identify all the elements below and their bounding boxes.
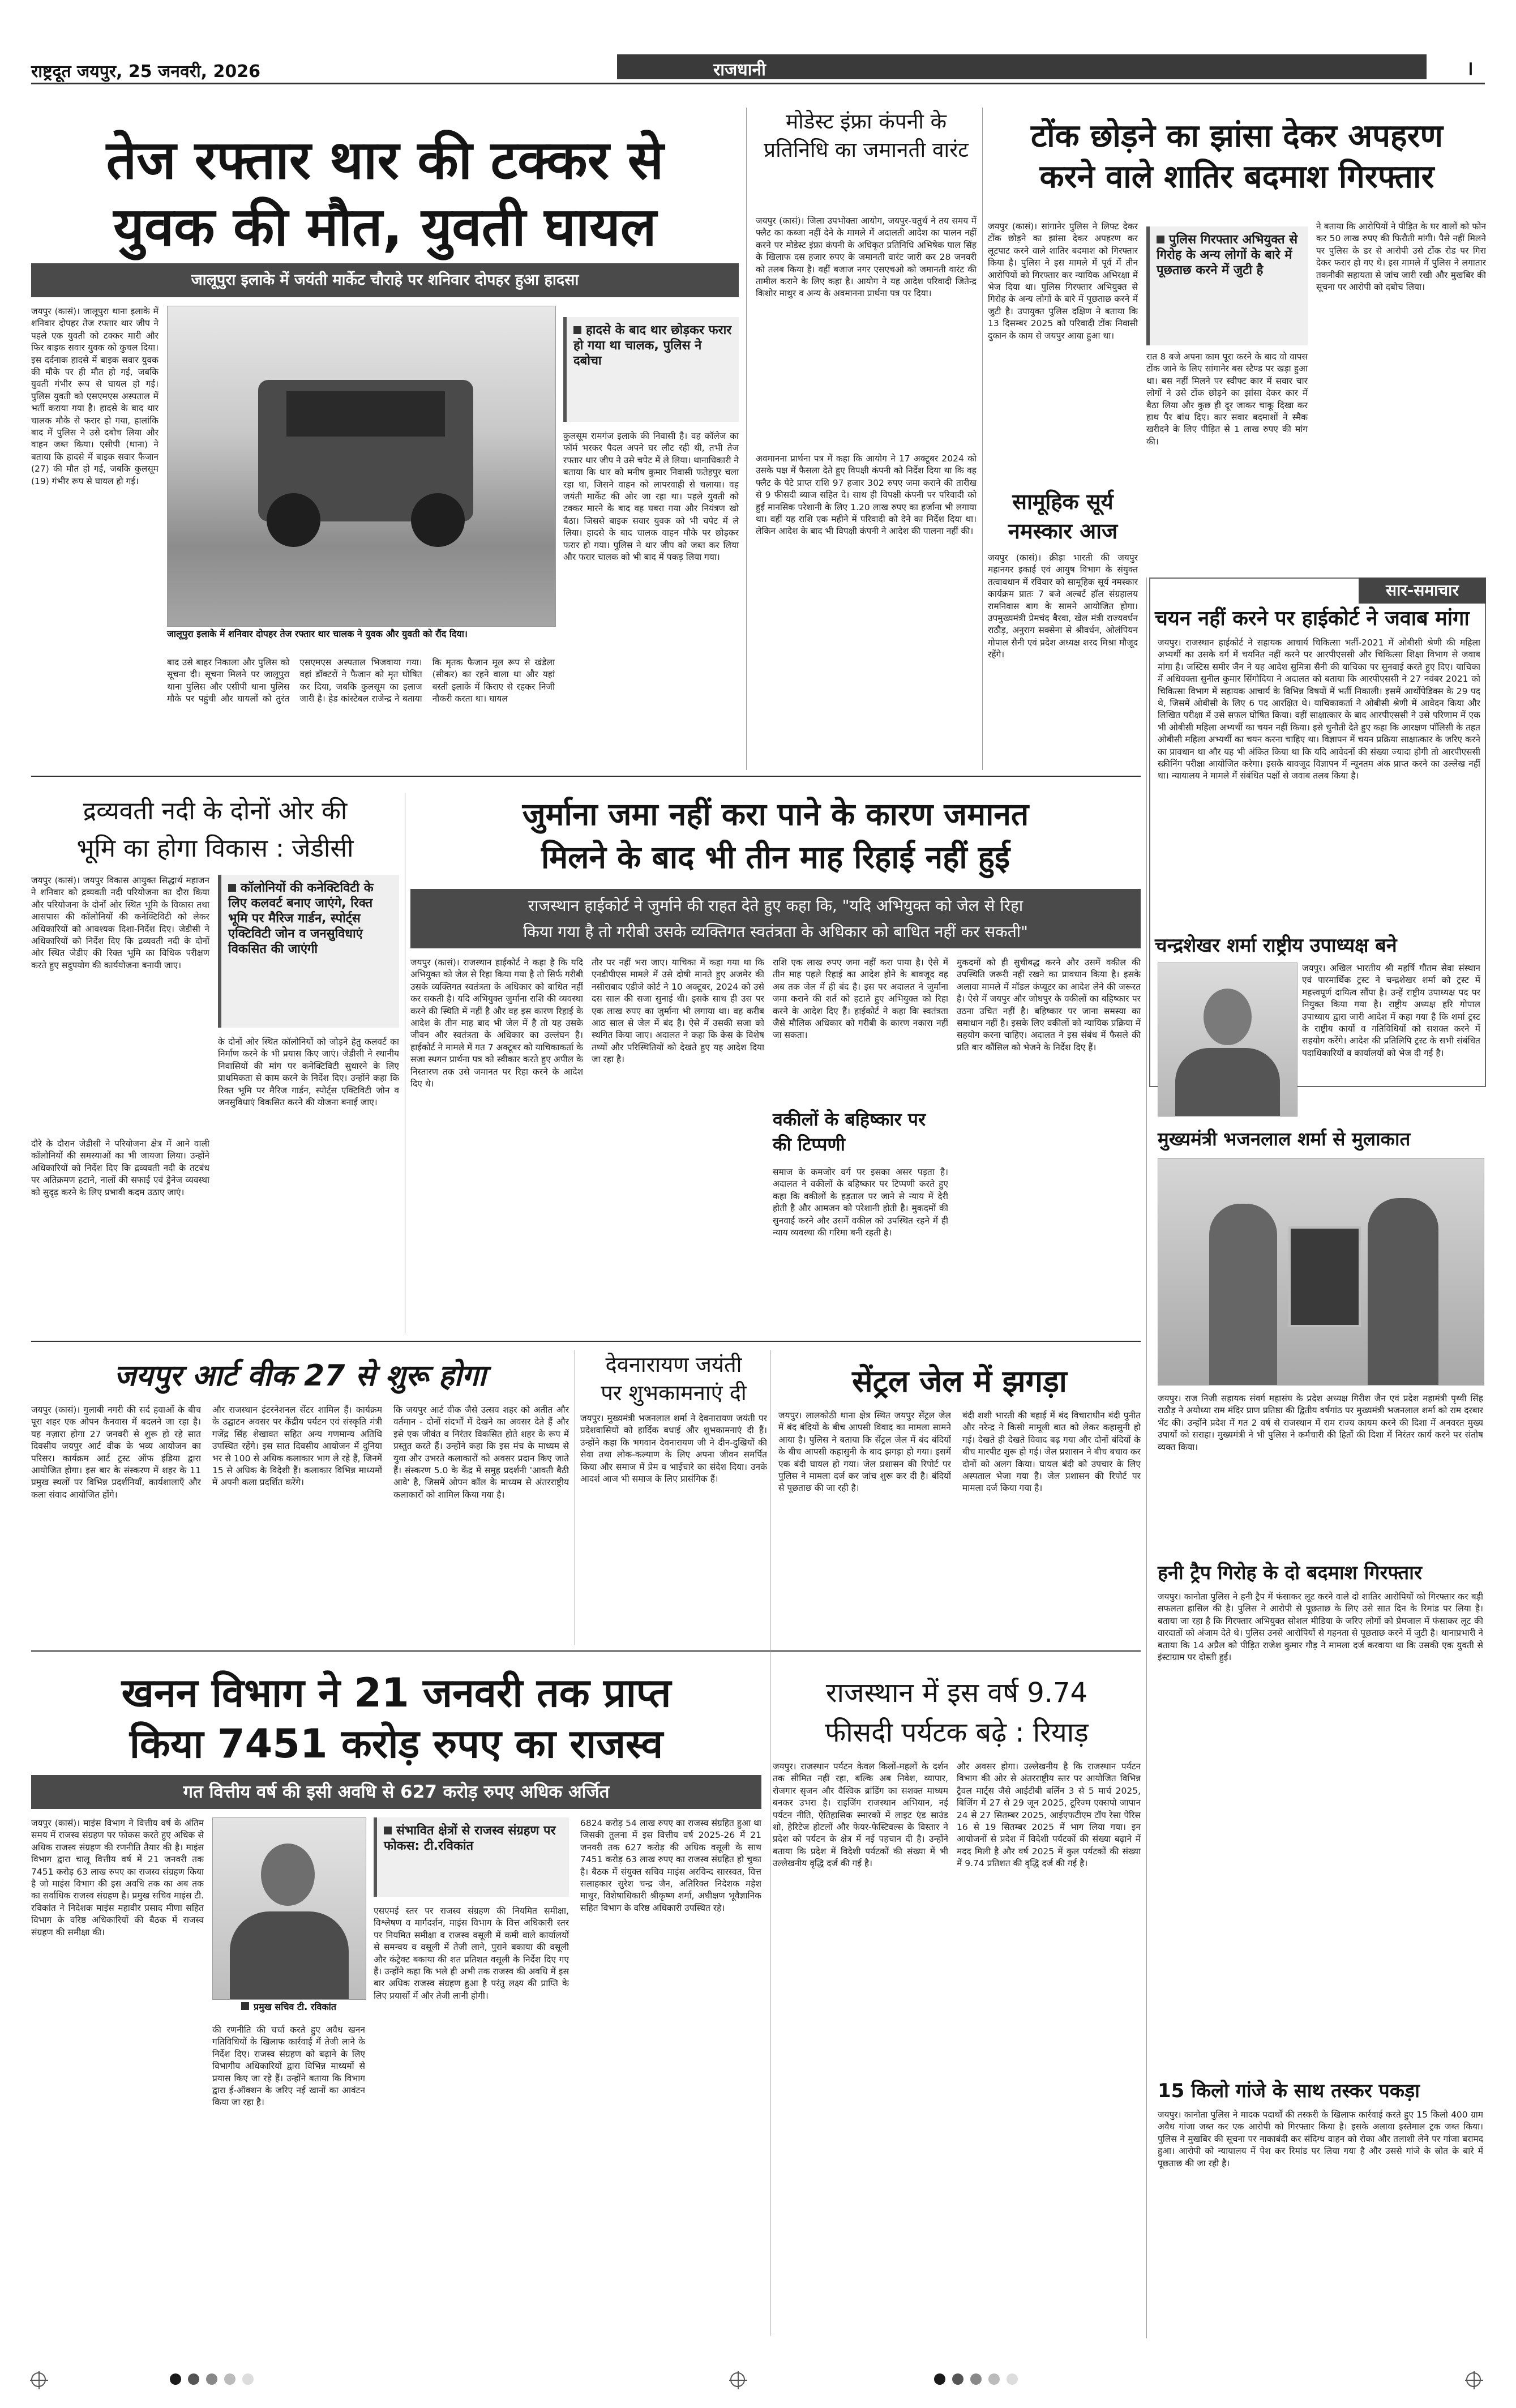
color-dot [170, 2373, 181, 2385]
jaipurart-body-col3: कि जयपुर आर्ट वीक जैसे उत्सव शहर को अतीत और वर्तमान - दोनों संदर्भों में देखने का अवसर देते हैं और इसे एक जीवंत व निरंतर विकसित होते शहर के रूप में प्रस्तुत करते हैं। उन्होंने कहा कि इस मंच के माध्यम से युवा और उभरते कलाकारों को अवसर प्रदान किए जाते हैं। संस्करण 5.0 के केंद्र में समुह प्रदर्शनी 'आवती बैठी आवे' है, जिसमें ओपन कॉल के माध्यम से अंतरराष्ट्रीय कलाकारों को शामिल किया गया है। [393, 1405, 569, 1500]
bullet-square-icon [384, 1827, 392, 1834]
jaipurart-body-col1: जयपुर (कासं)। गुलाबी नगरी की सर्द हवाओं के बीच पूरा शहर एक ओपन कैनवास में बदलने जा रहा है। यह नज़ारा होगा 27 जनवरी से शुरू हो रहे सात दिवसीय जयपुर आर्ट वीक के भव्य आयोजन का परिसर। कार्यक्रम आर्ट ट्रस्ट ऑफ इंडिया द्वारा आयोजित होगा। इस बार के संस्करण में शहर के 11 प्रमुख स्थलों पर विभिन्न प्रदर्शनियाँ, कार्यशालाएँ और कला संवाद आयोजित होंगे। [31, 1405, 201, 1500]
header-date: राष्ट्रदूत जयपुर, 25 जनवरी, 2026 [31, 62, 261, 82]
jaipurart-body-col2: और राजस्थान इंटरनेशनल सेंटर शामिल हैं। कार्यक्रम के उद्घाटन अवसर पर केंद्रीय पर्यटन एवं संस्कृति मंत्री गजेंद्र सिंह शेखावत सहित अन्य गणमान्य अतिथि उपस्थित रहेंगे। इस सात दिवसीय आयोजन में दुनिया भर से 100 से अधिक कलाकार भाग ले रहे हैं, जिनमें 15 से अधिक के विदेशी हैं। कलाकार विभिन्न माध्यमों में अपनी कला प्रदर्शित करेंगे। [212, 1405, 382, 1488]
registration-mark-icon [1466, 2372, 1481, 2387]
surya-headline-line1: सामूहिक सूर्य [1012, 489, 1114, 514]
color-dot [970, 2373, 982, 2385]
jeep-windshield [286, 391, 445, 437]
tonk-body-col3: ने बताया कि आरोपियों ने पीड़ित के घर वालों को फोन कर 50 लाख रुपए की फिरौती मांगी। पैसे नहीं मिलने पर पुलिस के डर से आरोपी उसे टोंक रोड पर गिरा देकर फरार हो गए थे। इस मामले में पुलिस ने लगातार तकनीकी सहायता से जांच जारी रखी और मुखबिर की सूचना पर आरोपी को दबोच लिया। [1316, 221, 1486, 293]
saar-body: जयपुर। राजस्थान हाईकोर्ट ने सहायक आचार्य चिकित्सा भर्ती-2021 में ओबीसी श्रेणी की महिला अभ्यर्थी का उसके वर्ग में चयनित नहीं करने पर आरपीएससी और चिकित्सा शिक्षा विभाग से जवाब मांगा है। जस्टिस समीर जैन ने यह आदेश सुमित्रा सैनी की याचिका पर सुनवाई करते हुए दिए। याचिका में अधिवक्ता सुनील कुमार सिंगोदिया ने अदालत को बताया कि आरपीएससी ने 27 नवंबर 2021 को चिकित्सा विभाग में सहायक आचार्य के विभिन्न विषयों में भर्ती निकाली। इसमें आर्थोपेडिक्स के 29 पद थे, जिसमें ओबीसी के लिए 6 पद आरक्षित थे। याचिकाकर्ता ने ओबीसी श्रेणी में आवेदन किया और लिखित परीक्षा में उसे सफल घोषित किया। वहीं साक्षात्कार के बाद आरपीएससी ने उसे परिणाम में एक भी ओबीसी महिला अभ्यर्थी का चयन नहीं किया। इसे चुनौती देते हुए कहा कि आरक्षण पॉलिसी के तहत ओबीसी महिला अभ्यर्थी का चयन करना चाहिए था। विज्ञापन में चयन प्रक्रिया साक्षात्कार के जरिए करने का प्रावधान था और यह भी अंकित किया था कि यदि आवेदनों की संख्या ज्यादा होगी तो आरपीएससी स्क्रीनिंग परीक्षा आयोजित करेगा। इसके बावजूद विज्ञापन में न्यूनतम अंक प्राप्त करने का उल्लेख नहीं था। न्यायालय ने मामले में संबंधित पक्षों से जवाब तलब किया है। [1158, 638, 1480, 781]
jurmana-headline-line1: जुर्माना जमा नहीं करा पाने के कारण जमानत [522, 796, 1029, 832]
saar-headline: चयन नहीं करने पर हाईकोर्ट ने जवाब मांगा [1155, 607, 1470, 630]
jurmana-body-col4: समाज के कमजोर वर्ग पर इसका असर पड़ता है। अदालत ने वकीलों के बहिष्कार पर टिप्पणी करते हुए कहा कि वकीलों के हड़ताल पर जाने से न्याय में देरी होती है और आमजन को परेशानी होती है। मुकदमों की सुनवाई करने और उसमें वकील को उपस्थित रहने में ही न्याय व्यवस्था की गरिमा बनी रहती है। [773, 1167, 948, 1238]
tonk-headline-line2: करने वाले शातिर बदमाश गिरफ्तार [1039, 159, 1434, 195]
dravyavati-body-col2: दौरे के दौरान जेडीसी ने परियोजना क्षेत्र में आने वाली कॉलोनियों की समस्याओं का भी जायजा लिया। उन्होंने अधिकारियों को निर्देश दिए कि द्रव्यवती नदी के तटबंध पर अतिक्रमण हटाने, नालों की सफाई एवं ड्रेनेज व्यवस्था को सुदृढ़ करने के लिए प्रभावी कदम उठाए जाएं। [31, 1139, 209, 1197]
tonk-headline [988, 116, 1486, 198]
dravyavati-headline-line2: भूमि का होगा विकास : जेडीसी [76, 834, 354, 863]
registration-mark-icon [730, 2372, 745, 2387]
divider-top-band [31, 776, 1141, 777]
portrait-head [1204, 989, 1252, 1045]
khanan-body-col4: 6824 करोड़ 54 लाख रुपए का राजस्व संग्रहित हुआ था जिसकी तुलना में इस वित्तीय वर्ष 2025-26 में 21 जनवरी तक 627 करोड़ की अधिक वसूली के साथ 7451 करोड़ 63 लाख रुपए का राजस्व संग्रहित हो चुका है। बैठक में संयुक्त सचिव माइंस अरविन्द सारस्वत, वित्त सलाहकार सुरेश चन्द्र जैन, अतिरिक्त निदेशक महेश माथुर, विशेषाधिकारी श्रीकृष्ण शर्मा, अधीक्षण भूवैज्ञानिक सहित विभाग के वरिष्ठ अधिकारी उपस्थित रहे। [580, 1818, 761, 1913]
tonk-body-col2: रात 8 बजे अपना काम पूरा करने के बाद वो वापस टोंक जाने के लिए सांगानेर बस स्टैण्ड पर खड़ा हुआ था। बस नहीं मिलने पर स्वीफ्ट कार में सवार चार लोगों ने उसे टोंक छोड़ने का झांसा देकर कार में बैठा लिया और कुछ ही दूर जाकर चाकू दिखा कर हाथ पैर बांध दिए। कार सवार बदमाशों ने स्मैक खरीदने के लिए पीड़ित से 1 लाख रुपए की मांग की। [1146, 352, 1308, 447]
cm-photo [1158, 1158, 1484, 1385]
modest-body-col1: जयपुर (कासं)। जिला उपभोक्ता आयोग, जयपुर-चतुर्थ ने तय समय में फ्लैट का कब्जा नहीं देने के मामले में अदालती आदेश का पालन नहीं करने पर मोडेस्ट इंफ्रा कंपनी के अधिकृत प्रतिनिधि अभिषेक पाल सिंह के खिलाफ दस हजार रुपए के जमानती वारंट जारी कर 28 जनवरी को तलब किया है। वहीं बजाज नगर एसएचओ को जमानती वारंट की तामील कराने के लिए कहा है। आयोग ने यह आदेश परिवादी जितेन्द्र किशोर माथुर व अन्य के अवमानना प्रार्थना पत्र पर दिया। [756, 216, 977, 299]
thar-photo-caption: जालूपुरा इलाके में शनिवार दोपहर तेज रफ्तार थार चालक ने युवक और युवती को रौंद दिया। [167, 628, 468, 639]
khanan-body-col2: की रणनीति की चर्चा करते हुए अवैध खनन गतिविधियों के खिलाफ कार्रवाई में तेजी लाने के निर्देश दिए। राजस्व संग्रहण को बढ़ाने के लिए विभागीय अधिकारियों द्वारा विभिन्न माध्यमों से प्रयास किए जा रहे हैं। उन्होंने बताया कि विभाग द्वारा ई-ऑक्शन के जरिए नई खानों का आवंटन किया जा रहा है। [212, 2025, 365, 2108]
bullet-square-icon [573, 326, 581, 334]
devnarayan-headline [580, 1350, 767, 1407]
ganja-body: जयपुर। कानोता पुलिस ने मादक पदार्थों की तस्करी के खिलाफ कार्रवाई करते हुए 15 किलो 400 ग्राम अवैध गांजा जब्त कर एक आरोपी को गिरफ्तार किया है। इसके अलावा इस्तेमाल ट्रक जब्त किया। पुलिस ने मुखबिर की सूचना पर नाकाबंदी कर संदिग्ध वाहन को रोका और तलाशी लेने पर गांजा बरामद हुआ। आरोपी को न्यायालय में पेश कर रिमांड पर लिया गया है और उससे गांजे के स्रोत के बारे में पूछताछ की जा रही है। [1158, 2110, 1483, 2169]
devnarayan-headline-line2: पर शुभकामनाएं दी [601, 1380, 747, 1405]
cm-body: जयपुर। राज निजी सहायक संवर्ग महासंघ के प्रदेश अध्यक्ष गिरीश जैन एवं प्रदेश महामंत्री पृथ्वी सिंह राठौड़ ने अयोध्या राम मंदिर प्राण प्रतिष्ठा की द्वितीय वर्षगांठ पर मुख्यमंत्री भजनलाल शर्मा को राम दरबार भेंट की। उन्होंने प्रदेश में गत 2 वर्ष से राजस्थान में राम राज्य कायम करने की दिशा में अनवरत मुख्य उपायों को सराहा। मुख्यमंत्री ने भी पुलिस ने कर्मचारी की हितों की दिशा में निरंतर कार्य करने पर संतोष व्यक्त किया। [1158, 1393, 1483, 1452]
thar-side-text: हादसे के बाद थार छोड़कर फरार हो गया था चालक, पुलिस ने दबोचा [573, 323, 732, 368]
dravyavati-body-col3: के दोनों ओर स्थित कॉलोनियों को जोड़ने हेतु कलवर्ट का निर्माण करने के भी प्रयास किए जाएं। जेडीसी ने स्थानीय निवासियों की मांग पर कनेक्टिविटी सुधारने के लिए प्राथमिकता से काम करने के निर्देश दिए। उन्होंने कहा कि रिक्त भूमि पर मैरिज गार्डन, स्पोर्ट्स एक्टिविटी जोन व जनसुविधाएं विकसित करने की योजना बनाई जाए। [218, 1037, 399, 1108]
khanan-headline-line1: खनन विभाग ने 21 जनवरी तक प्राप्त [121, 1670, 671, 1716]
chandrashekhar-body: जयपुर। अखिल भारतीय श्री महर्षि गौतम सेवा संस्थान एवं पारमार्थिक ट्रस्ट ने चन्द्रशेखर शर्मा को ट्रस्ट में महत्त्वपूर्ण दायित्व सौंपा है। उन्हें राष्ट्रीय उपाध्यक्ष पद पर नियुक्त किया गया है। राष्ट्रीय अध्यक्ष हरि गोपाल उपाध्याय द्वारा जारी आदेश में कहा गया है कि शर्मा ट्रस्ट के राष्ट्रीय कार्यों व गतिविधियों को सशक्त करने में सहयोग करेंगे। आदेश की प्रतिलिपि ट्रस्ट के सभी संबंधित पदाधिकारियों व कार्यालयों को भेज दी गई है। [1302, 963, 1480, 1058]
surya-headline [988, 487, 1138, 546]
divider-middle-band [31, 1341, 1141, 1342]
khanan-body-col3: एसएमई स्तर पर राजस्व संग्रहण की नियमित समीक्षा, विश्लेषण व मार्गदर्शन, माइंस विभाग के वित्त अधिकारी स्तर पर नियमित समीक्षा व राजस्व वसूली में कमी वाले कार्यालयों से समन्वय व वसूली में तेजी लाने, पुराने बकाया की वसूली और कंट्रेक्ट बकाया की शत प्रतिशत वसूली के निर्देश दिए गए हैं। उन्होंने कहा कि भले ही अभी तक राजस्व की अवधि में इस बार अधिक राजस्व संग्रहण हुआ है परंतु लक्ष्य की प्राप्ति के लिए प्रयासों में और तेजी लानी होगी। [374, 1906, 569, 2001]
color-dot [1007, 2373, 1018, 2385]
dravyavati-side-note [218, 875, 399, 1028]
thar-headline-line2: युवक की मौत, युवती घायल [113, 196, 657, 258]
dravyavati-side-text: कॉलोनियों की कनेक्टिविटी के लिए कलवर्ट बनाए जाएंगे, रिक्त भूमि पर मैरिज गार्डन, स्पोर्ट्स एक्टिविटी जोन व जनसुविधाएं विकसित की जाएंगी [228, 881, 374, 956]
portrait-head [261, 1844, 315, 1906]
thar-body-col1: जयपुर (कासं)। जालूपुरा थाना इलाके में शनिवार दोपहर तेज रफ्तार थार जीप ने पहले एक युवती को टक्कर मारी और फिर बाइक सवार युवक को कुचल दिया। इस दर्दनाक हादसे में बाइक सवार युवक की मौके पर ही मौत हो गई, जबकि युवती गंभीर रूप से घायल हो गई। पुलिस युवती को एसएमएस अस्पताल में भर्ती कराया गया है। हादसे के बाद थार चालक मौके से फरार हो गया, हालांकि बाद में पुलिस ने उसे दबोच लिया और वाहन जब्त किया। एसीपी (थाना) ने बताया कि हादसे में बाइक सवार फैजान (27) की मौत हो गई, जबकि कुलसूम (19) गंभीर रूप से घायल हो गई। [31, 306, 159, 486]
dravyavati-body-col1: जयपुर (कासं)। जयपुर विकास आयुक्त सिद्धार्थ महाजन ने शनिवार को द्रव्यवती नदी परियोजना का दौरा किया और परियोजना के दोनों ओर स्थित भूमि के विकास तथा आसपास की कॉलोनियों की कनेक्टिविटी को लेकर अधिकारियों को आवश्यक दिशा-निर्देश दिए। जेडीसी ने अधिकारियों को निर्देश दिए कि द्रव्यवती नदी के दोनों ओर स्थित जेडीए की रिक्त भूमि का विधिक परीक्षण करते हुए सदुपयोग की कार्ययोजना बनायी जाए। [31, 875, 209, 970]
tonk-side-text: पुलिस गिरफ्तार अभियुक्त से गिरोह के अन्य लोगों के बारे में पूछताछ करने में जुटी है [1157, 233, 1298, 277]
tourism-headline [773, 1673, 1141, 1752]
bullet-square-icon [241, 2002, 249, 2010]
jail-headline: सेंट्रल जेल में झगड़ा [852, 1363, 1067, 1399]
jurmana-body-col2: तौर पर नहीं भरा जाए। याचिका में कहा गया था कि एनडीपीएस मामले में उसे दोषी मानते हुए अजमेर की नसीराबाद एडीजे कोर्ट ने 10 अक्टूबर, 2024 को उसे दस साल की सजा सुनाई थी। इसके साथ ही उस पर एक लाख रुपए का जुर्माना भी लगाया था। वह करीब आठ साल से जेल में बंद है। ऐसे में उसकी सजा को स्थगित किया जाए। अदालत ने कहा कि केस के विशेष तथ्यों और परिस्थितियों को देखते हुए यह आदेश दिया जा रहा है। [592, 957, 764, 1065]
khanan-subhead: गत वित्तीय वर्ष की इसी अवधि से 627 करोड़ रुपए अधिक अर्जित [31, 1775, 761, 1809]
header-section-name: राजधानी [713, 60, 766, 80]
thar-body-col4: कुलसूम रामगंज इलाके की निवासी है। वह कॉलेज का फॉर्म भरकर पैदल अपने घर लौट रही थी, तभी तेज रफ्तार थार जीप ने उसे चपेट में ले लिया। थानाधिकारी ने बताया कि थार को मनीष कुमार निवासी फतेहपुर चला रहा था, जिसने वाहन को लापरवाही से चलाया। वह जयंती मार्केट की ओर जा रहा था। पहले युवती को टक्कर मारने के बाद वह घबरा गया और नियंत्रण खो बैठा। जिससे बाइक सवार युवक को भी चपेट में ले लिया। हादसे के बाद चालक वाहन मौके पर छोड़कर फरार हो गया। पुलिस ने थार जीप को जब्त कर लिया और फरार चालक को भी बाद में पकड़ लिया गया। [563, 431, 739, 563]
footer [0, 2350, 1516, 2408]
column-separator [1146, 578, 1147, 2338]
cm-headline: मुख्यमंत्री भजनलाल शर्मा से मुलाकात [1158, 1128, 1411, 1150]
thar-body-col2: बाद उसे बाहर निकाला और पुलिस को सूचना दी। सूचना मिलने पर जालूपुरा थाना पुलिस और एसीपी थाना पुलिस मौके पर पहुंची और घायलों को तुरंत एसएमएस अस्पताल भिजवाया गया। वहां डॉक्टरों ने फैजान को मृत घोषित कर दिया, जबकि कुलसूम का इलाज जारी है। हेड कांस्टेबल राजेन्द्र ने बताया कि मृतक फैजान मूल रूप से खंडेला (सीकर) का रहने वाला था और यहां बस्ती इलाके में किराए से रहकर निजी नौकरी करता था। घायल [167, 657, 555, 704]
honey-headline: हनी ट्रैप गिरोह के दो बदमाश गिरफ्तार [1158, 1562, 1422, 1584]
khanan-caption-text: प्रमुख सचिव टी. रविकांत [254, 2001, 336, 2012]
column-separator [746, 108, 747, 770]
jeep-wheel-left [267, 493, 320, 547]
thar-headline [31, 127, 739, 261]
bullet-square-icon [1157, 236, 1164, 243]
khanan-side-text: संभावित क्षेत्रों से राजस्व संग्रहण पर फोकस: टी.रविकांत [384, 1824, 556, 1853]
jaipurart-headline: जयपुर आर्ट वीक 27 से शुरू होगा [114, 1359, 486, 1393]
portrait-shoulders [1175, 1048, 1280, 1116]
color-dot [224, 2373, 235, 2385]
tonk-headline-line1: टोंक छोड़ने का झांसा देकर अपहरण [1030, 118, 1444, 155]
tourism-body-col2: और अवसर होगा। उल्लेखनीय है कि राजस्थान पर्यटन विभाग की ओर से अंतरराष्ट्रीय स्तर पर आयोजित विभिन्न ट्रैवल मार्ट्स जैसे आईटीबी बर्लिन 3 से 5 मार्च 2025, बिजिंग में 27 से 29 जून 2025, टूरिज्म एक्सपो जापान 24 से 27 सितम्बर 2025, आईएफटीएम टॉप रेसा पेरिस 16 से 19 सितम्बर 2025 में भाग लिया गया। इन आयोजनों से प्रदेश में विदेशी पर्यटकों की संख्या बढ़ाने में मदद मिली है और वर्ष 2025 में कुल पर्यटकों की संख्या में 9.74 प्रतिशत की वृद्धि दर्ज की गई है। [957, 1761, 1141, 1869]
person-right [1368, 1198, 1438, 1385]
jurmana-headline [410, 793, 1141, 879]
jeep-wheel-right [411, 493, 465, 547]
tourism-body-col1: जयपुर। राजस्थान पर्यटन केवल किलों-महलों के दर्शन तक सीमित नहीं रहा, बल्कि अब निवेश, व्यापार, रोजगार सृजन और वैश्विक ब्रांडिंग का सशक्त माध्यम बनकर उभरा है। राइजिंग राजस्थान अभियान, नई पर्यटन नीति, ऐतिहासिक स्मारकों में लाइट एंड साउंड शो, हेरिटेज होटलों और फेयर-फेस्टिवल्स के विस्तार ने प्रदेश को पर्यटन के क्षेत्र में नई पहचान दी है। उन्होंने बताया कि प्रदेश में विदेशी पर्यटकों की संख्या में भी उल्लेखनीय वृद्धि दर्ज की गई है। [773, 1761, 948, 1869]
devnarayan-body: जयपुर। मुख्यमंत्री भजनलाल शर्मा ने देवनारायण जयंती पर प्रदेशवासियों को हार्दिक बधाई और शुभकामनाएं दी हैं। उन्होंने कहा कि भगवान देवनारायण जी ने दीन-दुखियों की सेवा तथा लोक-कल्याण के लिए अपना जीवन समर्पित किया और समाज में प्रेम व भाईचारे का संदेश दिया। उनके आदर्श आज भी समाज के लिए प्रासंगिक हैं। [580, 1413, 767, 1485]
page-header [0, 0, 1516, 91]
color-dots-right [934, 2373, 1025, 2387]
khanan-headline-line2: किया 7451 करोड़ रुपए का राजस्व [129, 1721, 663, 1767]
jurmana-body-col1: जयपुर (कासं)। राजस्थान हाईकोर्ट ने कहा है कि यदि अभियुक्त को जेल से रिहा किया गया है तो सिर्फ गरीबी उसके व्यक्तिगत स्वतंत्रता के अधिकार को बाधित नहीं कर सकती है। यदि अभियुक्त जुर्माना राशि की व्यवस्था करने की स्थिति में नहीं है और वह इस कारण रिहाई के आदेश के तीन माह बाद भी जेल में है तो यह उसके जीवन और स्वतंत्रता के अधिकार का उल्लंघन है। हाईकोर्ट ने मामले में गत 7 अक्टूबर को याचिकाकर्ता के सजा स्थगन प्रार्थना पत्र को स्वीकार करते हुए अपील के निस्तारण तक उसे जमानत पर रिहा करने के आदेश दिए थे। [410, 957, 583, 1089]
dravyavati-headline [31, 793, 399, 867]
portrait-shoulders [230, 1911, 349, 1999]
color-dot [242, 2373, 254, 2385]
honey-body: जयपुर। कानोता पुलिस ने हनी ट्रैप में फंसाकर लूट करने वाले दो शातिर आरोपियों को गिरफ्तार कर बड़ी सफलता हासिल की है। पुलिस ने आरोपी से पूछताछ के लिए उसे सात दिन के रिमांड पर लिया है। बताया जा रहा है कि गिरफ्तार अभियुक्त सोशल मीडिया के जरिए लोगों को प्रेमजाल में फंसाकर लूट की वारदातों को अंजाम देते थे। पुलिस उनसे आरोपियों से गहनता से पूछताछ करने में जुटी है। थानाप्रभारी ने बताया कि 14 अप्रैल को पीड़ित राजेश कुमार गौड़ ने मामला दर्ज करवाया था कि उसकी एक युवती से इंस्टाग्राम पर दोस्ती हुई। [1158, 1592, 1483, 1663]
jurmana-quote-line2: किया गया है तो गरीबी उसके व्यक्तिगत स्वतंत्रता के अधिकार को बाधित नहीं कर सकती" [523, 922, 1028, 941]
thar-headline-line1: तेज रफ्तार थार की टक्कर से [106, 130, 664, 191]
chandrashekhar-headline: चन्द्रशेखर शर्मा राष्ट्रीय उपाध्यक्ष बने [1155, 934, 1397, 957]
thar-subhead: जालूपुरा इलाके में जयंती मार्केट चौराहे पर शनिवार दोपहर हुआ हादसा [31, 263, 739, 297]
person-left [1209, 1204, 1277, 1385]
jurmana-body-col3: राशि एक लाख रुपए जमा नहीं करा पाया है। ऐसे में तीन माह पहले रिहाई का आदेश होने के बावजूद वह अब तक जेल में ही बंद है। इस पर अदालत ने जुर्माना जमा कराने की शर्त को हटाते हुए अभियुक्त को रिहा करने के आदेश दिए हैं। हाईकोर्ट ने कहा कि स्वतंत्रता जैसे मौलिक अधिकार को गरीबी के कारण नकारा नहीं जा सकता। [773, 957, 948, 1041]
jurmana-quote [410, 889, 1141, 948]
chandrashekhar-photo [1158, 963, 1297, 1117]
jurmana-subhead: वकीलों के बहिष्कार पर की टिप्पणी [773, 1109, 926, 1155]
khanan-photo [212, 1817, 366, 2000]
dravyavati-headline-line1: द्रव्यवती नदी के दोनों ओर की [83, 797, 348, 826]
column-separator [982, 108, 983, 770]
tonk-body-col1: जयपुर (कासं)। सांगानेर पुलिस ने लिफ्ट देकर टोंक छोड़ने का झांसा देकर अपहरण कर लूटपाट करने वाले शातिर बदमाश को गिरफ्तार किया है। पुलिस ने इस मामले में पूर्व में तीन आरोपियों को गिरफ्तार कर न्यायिक अभिरक्षा में भेज दिया था। पुलिस गिरफ्तार अभियुक्त से गिरोह के अन्य लोगों के बारे में पूछताछ करने में जुटी है। उपायुक्त पुलिस दक्षिण ने बताया कि 13 दिसम्बर 2025 को परिवादी टोंक निवासी दुकान के काम से जयपुर आया हुआ था। [988, 221, 1138, 341]
tourism-headline-line1: राजस्थान में इस वर्ष 9.74 [825, 1677, 1088, 1709]
header-rule [31, 83, 1485, 84]
tourism-headline-line2: फीसदी पर्यटक बढ़े : रियाड़ [825, 1717, 1089, 1748]
frame-gift [1288, 1226, 1361, 1327]
color-dot [188, 2373, 199, 2385]
bullet-square-icon [228, 884, 236, 892]
color-dot [206, 2373, 217, 2385]
jail-body-col1: जयपुर। लालकोठी थाना क्षेत्र स्थित जयपुर सेंट्रल जेल में बंद बंदियों के बीच आपसी विवाद का मामला सामने आया है। पुलिस ने बताया कि सेंट्रल जेल में बंद बंदियों के बीच आपसी कहासुनी के बाद झगड़ा हो गया। इसमें एक बंदी घायल हो गया। जेल प्रशासन की रिपोर्ट पर पुलिस ने मामला दर्ज कर जांच शुरू कर दी है। बंदियों से पूछताछ की जा रही है। [778, 1410, 951, 1494]
modest-body-col2: अवमानना प्रार्थना पत्र में कहा कि आयोग ने 17 अक्टूबर 2024 को उसके पक्ष में फैसला देते हुए विपक्षी कंपनी को निर्देश दिया था कि वह फ्लैट के पेटे प्राप्त राशि 97 हजार 302 रुपए जमा कराने की तारीख से 9 फीसदी ब्याज सहित दे। साथ ही विपक्षी कंपनी पर परिवादी को हुई मानसिक परेशानी के लिए 1.20 लाख रुपए का हर्जाना भी लगाया था। वहीं यह राशि एक महीने में परिवादी को देने का निर्देश दिया था। लेकिन आदेश के बाद भी विपक्षी कंपनी ने आदेश की पालना नहीं की। [756, 454, 977, 537]
thar-photo [167, 306, 556, 627]
color-dot [934, 2373, 945, 2385]
header-page-mark: । [1466, 57, 1474, 80]
jurmana-quote-line1: राजस्थान हाईकोर्ट ने जुर्माने की राहत देते हुए कहा कि, "यदि अभियुक्त को जेल से रिहा [528, 896, 1023, 915]
khanan-body-col1: जयपुर (कासं)। माइंस विभाग ने वित्तीय वर्ष के अंतिम समय में राजस्व संग्रहण पर फोकस करते हुए अधिक से अधिक राजस्व संग्रहण की रणनीति तैयार की है। माइंस विभाग द्वारा चालू वित्तीय वर्ष में 21 जनवरी तक 7451 करोड़ 63 लाख रुपए का राजस्व संग्रहण किया है जो माइंस विभाग की इस अवधि तक का अब तक का सर्वाधिक राजस्व संग्रहण है। प्रमुख सचिव माइंस टी. रविकांत ने निदेशक माइंस महावीर प्रसाद मीणा सहित विभाग के वरिष्ठ अधिकारियों की बैठक में राजस्व संग्रहण की समीक्षा की। [31, 1818, 204, 1937]
color-dot [952, 2373, 963, 2385]
surya-body: जयपुर (कासं)। क्रीड़ा भारती की जयपुर महानगर इकाई एवं आयुष विभाग के संयुक्त तत्वावधान में रविवार को सामूहिक सूर्य नमस्कार कार्यक्रम प्रातः 7 बजे अल्बर्ट हॉल संग्रहालय रामनिवास बाग के सामने आयोजित होगा। उपमुख्यमंत्री प्रेमचंद बैरवा, खेल मंत्री राज्यवर्धन राठौड़, अनुराग सक्सेना से श्रीवर्धन, ओलंपियन गोपाल सैनी एवं प्रदेश अध्यक्ष शरद मिश्रा मौजूद रहेंगे। [988, 553, 1138, 660]
modest-headline: मोडेस्ट इंफ्रा कंपनी के प्रतिनिधि का जमानती वारंट [764, 109, 969, 162]
saar-label: सार-समाचार [1359, 578, 1486, 604]
color-dot [988, 2373, 1000, 2385]
khanan-side-note [374, 1817, 569, 1897]
jail-body-col2: बंदी शशी भारती की बहाई में बंद विचाराधीन बंदी पुनीत और नरेन्द्र ने किसी मामूली बात को लेकर कहासुनी हो गई। देखते ही देखते विवाद बढ़ गया और दोनों बंदियों के बीच मारपीट शुरू हो गई। जेल प्रशासन ने बीच बचाव कर दोनों को अलग किया। घायल बंदी को उपचार के लिए अस्पताल भेजा गया है। जेल प्रशासन की रिपोर्ट पर मामला दर्ज किया गया है। [962, 1410, 1141, 1494]
devnarayan-headline-line1: देवनारायण जयंती [605, 1352, 742, 1377]
color-dots-left [170, 2373, 260, 2387]
thar-side-note [563, 317, 739, 422]
jurmana-headline-line2: मिलने के बाद भी तीन माह रिहाई नहीं हुई [541, 839, 1010, 875]
registration-mark-icon [31, 2372, 46, 2387]
khanan-headline [31, 1667, 761, 1769]
jurmana-body-col5: मुकदमों को ही सुचीबद्ध करने और उसमें वकील की उपस्थिति जरूरी नहीं रखने का प्रावधान किया है। इसके अलावा मामले में मॉडल कंप्यूटर का आदेश लेने की जरूरत है। ऐसे में जयपुर और जोधपुर के वकीलों का बहिष्कार पर उठना उचित नहीं है। बहिष्कार पर जाना समस्या का समाधान नहीं है। इसके लिए वकीलों को न्यायिक प्रक्रिया में सहयोग करना चाहिए। अदालत ने इस संबंध में फैसले की प्रति बार कौंसिल को भेजने के निर्देश दिए हैं। [957, 957, 1141, 1053]
tonk-side-note [1146, 226, 1308, 345]
ganja-headline: 15 किलो गांजे के साथ तस्कर पकड़ा [1158, 2080, 1420, 2102]
khanan-photo-caption [212, 2001, 365, 2013]
surya-headline-line2: नमस्कार आज [1008, 519, 1118, 544]
divider-lower-band [31, 1650, 1141, 1652]
